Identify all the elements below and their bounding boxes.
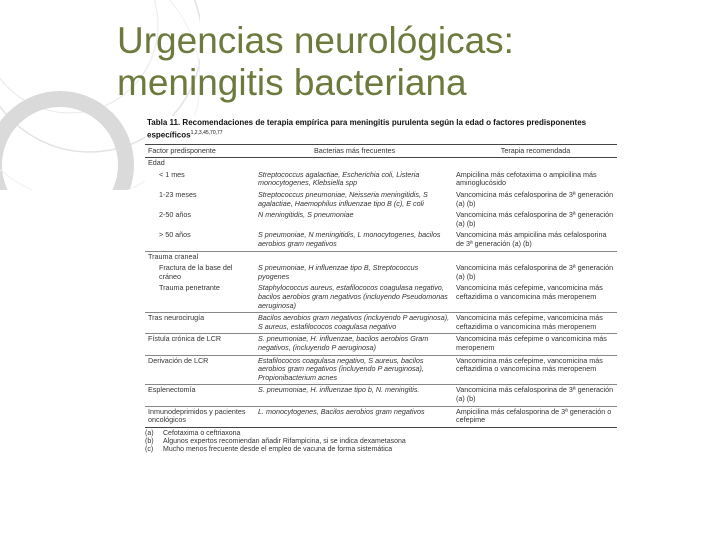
table-note (145, 446, 617, 454)
cell-factor: 1-23 meses (159, 190, 197, 200)
cell-therapy (453, 251, 617, 263)
table-row (145, 334, 617, 355)
table-row (145, 158, 617, 170)
cell-bacteria: S pneumoniae, H influenzae tipo B, Streptococcus pyogenes (258, 263, 419, 281)
cell-therapy: Vancomicina más cefalosporina de 3ª generación (a) (b) (456, 190, 614, 208)
cell-therapy: Vancomicina más cefepime o vancomicina más meropenem (453, 334, 617, 355)
note-key: (b) (145, 437, 154, 445)
cell-factor: Fractura de la base del cráneo (159, 263, 233, 281)
table-title (147, 118, 615, 141)
table-title-text: Tabla 11. Recomendaciones de terapia empírica para meningitis purulenta según la edad o factores predisponentes específicos (147, 118, 587, 140)
header-factor: Factor predisponente (145, 144, 255, 158)
note-key: (a) (145, 429, 154, 437)
table-row (145, 170, 617, 190)
table-body (145, 158, 617, 427)
therapy-table (145, 144, 617, 428)
cell-bacteria: Estafilococos coagulasa negativo, S aureus, bacilos aerobios gram negativos (incluyendo P aeruginosa), Propionibacterium acnes (255, 355, 453, 385)
table-row (145, 210, 617, 230)
cell-therapy: Vancomicina más cefepime, vancomicina más ceftazidima o vancomicina más meropenem (453, 313, 617, 334)
cell-bacteria: S. pneumoniae, H. influenzae, bacilos aerobios Gram negativos, (incluyendo P aeruginosa) (255, 334, 453, 355)
cell-bacteria: Bacilos aerobios gram negativos (incluyendo P aeruginosa), S aureus, estafilococos coagulasa negativo (255, 313, 453, 334)
slide-title-line-1: Urgencias neurológicas: (117, 20, 514, 61)
table-note (145, 438, 617, 446)
cell-therapy: Vancomicina más ampicilina más cefalosporina de 3ª generación (a) (b) (456, 230, 607, 248)
cell-factor: Inmunodeprimidos y pacientes oncológicos (145, 406, 255, 427)
cell-bacteria: Staphylococcus aureus, estafilococos coagulasa negativo, bacilos aerobios gram negativos (incluyendo Pseudomonas aeruginosa) (258, 283, 448, 310)
cell-factor: > 50 años (159, 230, 191, 240)
note-text: Algunos expertos recomiendan añadir Rifampicina, si se indica dexametasona (163, 437, 406, 445)
cell-bacteria (255, 251, 453, 263)
cell-factor: Fístula crónica de LCR (145, 334, 255, 355)
note-text: Mucho menos frecuente desde el empleo de vacuna de forma sistemática (163, 446, 393, 454)
table-row (145, 263, 617, 283)
table-notes (145, 430, 617, 455)
cell-factor: Edad (145, 158, 255, 170)
table-title-refs: 1,2,3,45,70,77 (190, 130, 223, 136)
cell-factor: Trauma penetrante (159, 283, 220, 293)
cell-bacteria: Streptococcus agalactiae, Escherichia coli, Listeria monocytogenes, Klebsiella spp (258, 169, 420, 188)
header-bacteria: Bacterias más frecuentes (255, 144, 453, 158)
cell-therapy: Ampicilina más cefotaxima o ampicilina más aminoglucósido (456, 169, 597, 188)
table-row (145, 385, 617, 406)
cell-bacteria (255, 158, 453, 170)
cell-factor: Tras neurocirugía (145, 313, 255, 334)
note-text: Cefotaxima o ceftriaxona (163, 429, 241, 437)
cell-factor: Derivación de LCR (145, 355, 255, 385)
table-row (145, 251, 617, 263)
cell-therapy: Ampicilina más cefalosporina de 3ª generación o cefepime (453, 406, 617, 427)
table-row (145, 406, 617, 427)
cell-therapy: Vancomicina más cefalosporina de 3ª generación (a) (b) (456, 210, 614, 228)
cell-therapy (453, 158, 617, 170)
slide-title (117, 20, 697, 104)
header-therapy: Terapia recomendada (453, 144, 617, 158)
cell-bacteria: Streptococcus pneumoniae, Neisseria meningitidis, S agalactiae, Haemophilus influenzae tipo B (c), E coli (258, 190, 428, 208)
cell-factor: Trauma craneal (145, 251, 255, 263)
note-key: (c) (145, 446, 154, 454)
cell-factor: Esplenectomía (145, 385, 255, 406)
cell-therapy: Vancomicina más cefepime, vancomicina más ceftazidima o vancomicina más meropenem (456, 283, 603, 301)
cell-bacteria: L. monocytogenes, Bacilos aerobios gram negativos (255, 406, 453, 427)
slide-title-line-2: meningitis bacteriana (117, 62, 467, 103)
table-note (145, 430, 617, 438)
cell-factor: 2-50 años (159, 210, 191, 220)
cell-therapy: Vancomicina más cefepime, vancomicina más ceftazidima o vancomicina más meropenem (453, 355, 617, 385)
table-row (145, 313, 617, 334)
table-row (145, 230, 617, 251)
table-row (145, 190, 617, 210)
cell-bacteria: N meningitidis, S pneumoniae (258, 210, 354, 220)
cell-therapy: Vancomicina más cefalosporina de 3ª generación (a) (b) (456, 263, 614, 281)
cell-factor: < 1 mes (159, 169, 185, 179)
table-header-row (145, 144, 617, 158)
cell-therapy: Vancomicina más cefalosporina de 3ª generación (a) (b) (453, 385, 617, 406)
table-row (145, 283, 617, 312)
cell-bacteria: S. pneumoniae, H. influenzae tipo b, N. meningitis. (255, 385, 453, 406)
therapy-table-image (145, 116, 617, 538)
cell-bacteria: S pneumoniae, N meningitidis, L monocytogenes, bacilos aerobios gram negativos (258, 230, 441, 248)
table-row (145, 355, 617, 385)
